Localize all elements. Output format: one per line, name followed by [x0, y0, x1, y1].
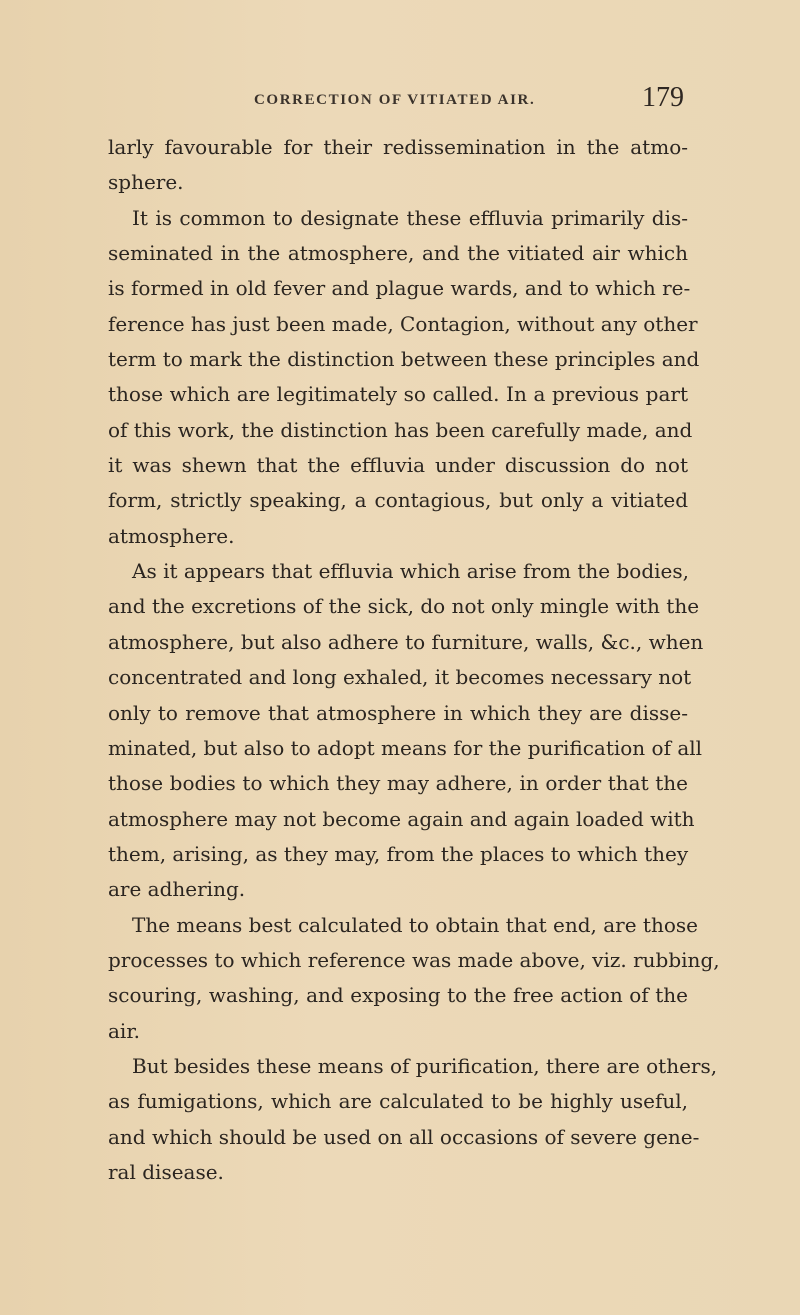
text-line: and the excretions of the sick, do not only mingle with the — [108, 594, 700, 619]
text-line: term to mark the distinction between these principles and — [108, 347, 700, 372]
text-line: concentrated and long exhaled, it becomes necessary not — [108, 665, 692, 690]
text-line: form, strictly speaking, a contagious, but only a vitiated — [108, 488, 688, 513]
text-line: It is common to designate these effluvia primarily dis- — [132, 205, 688, 230]
text-line: only to remove that atmosphere in which they are disse- — [108, 700, 688, 725]
text-line: atmosphere. — [108, 523, 235, 548]
text-line: are adhering. — [108, 877, 246, 902]
text-line: seminated in the atmosphere, and the vitiated air which — [108, 241, 688, 266]
body-text — [108, 130, 720, 1190]
text-line: atmosphere, but also adhere to furniture, walls, &c., when — [108, 629, 704, 654]
text-line: As it appears that effluvia which arise from the bodies, — [132, 559, 689, 584]
text-line: them, arising, as they may, from the places to which they — [108, 841, 689, 866]
text-line: sphere. — [108, 170, 184, 195]
page-header — [108, 82, 688, 122]
text-line: atmosphere may not become again and again loaded with — [108, 806, 695, 831]
page-number: 179 — [642, 82, 684, 113]
text-line: and which should be used on all occasions of severe gene- — [108, 1124, 700, 1149]
text-line: those which are legitimately so called. In a previous part — [108, 382, 688, 407]
text-line: The means best calculated to obtain that end, are those — [132, 912, 698, 937]
text-line: larly favourable for their redissemination in the atmo- — [108, 135, 688, 159]
text-line: air. — [108, 1018, 141, 1043]
text-line: those bodies to which they may adhere, in order that the — [108, 771, 688, 796]
text-line: as fumigations, which are calculated to be highly useful, — [108, 1089, 688, 1114]
text-line: is formed in old fever and plague wards, and to which re- — [108, 276, 691, 301]
text-line: processes to which reference was made above, viz. rubbing, — [108, 947, 720, 972]
text-line: But besides these means of purification, there are others, — [132, 1053, 718, 1078]
text-line: ral disease. — [108, 1159, 224, 1184]
text-line: ference has just been made, Contagion, without any other — [108, 311, 698, 336]
running-head: CORRECTION OF VITIATED AIR. — [254, 92, 536, 108]
text-line: it was shewn that the effluvia under discussion do not — [108, 453, 688, 478]
text-line: scouring, washing, and exposing to the free action of the — [108, 983, 688, 1008]
text-line: of this work, the distinction has been carefully made, and — [108, 417, 693, 442]
text-line: minated, but also to adopt means for the purification of all — [108, 735, 703, 760]
